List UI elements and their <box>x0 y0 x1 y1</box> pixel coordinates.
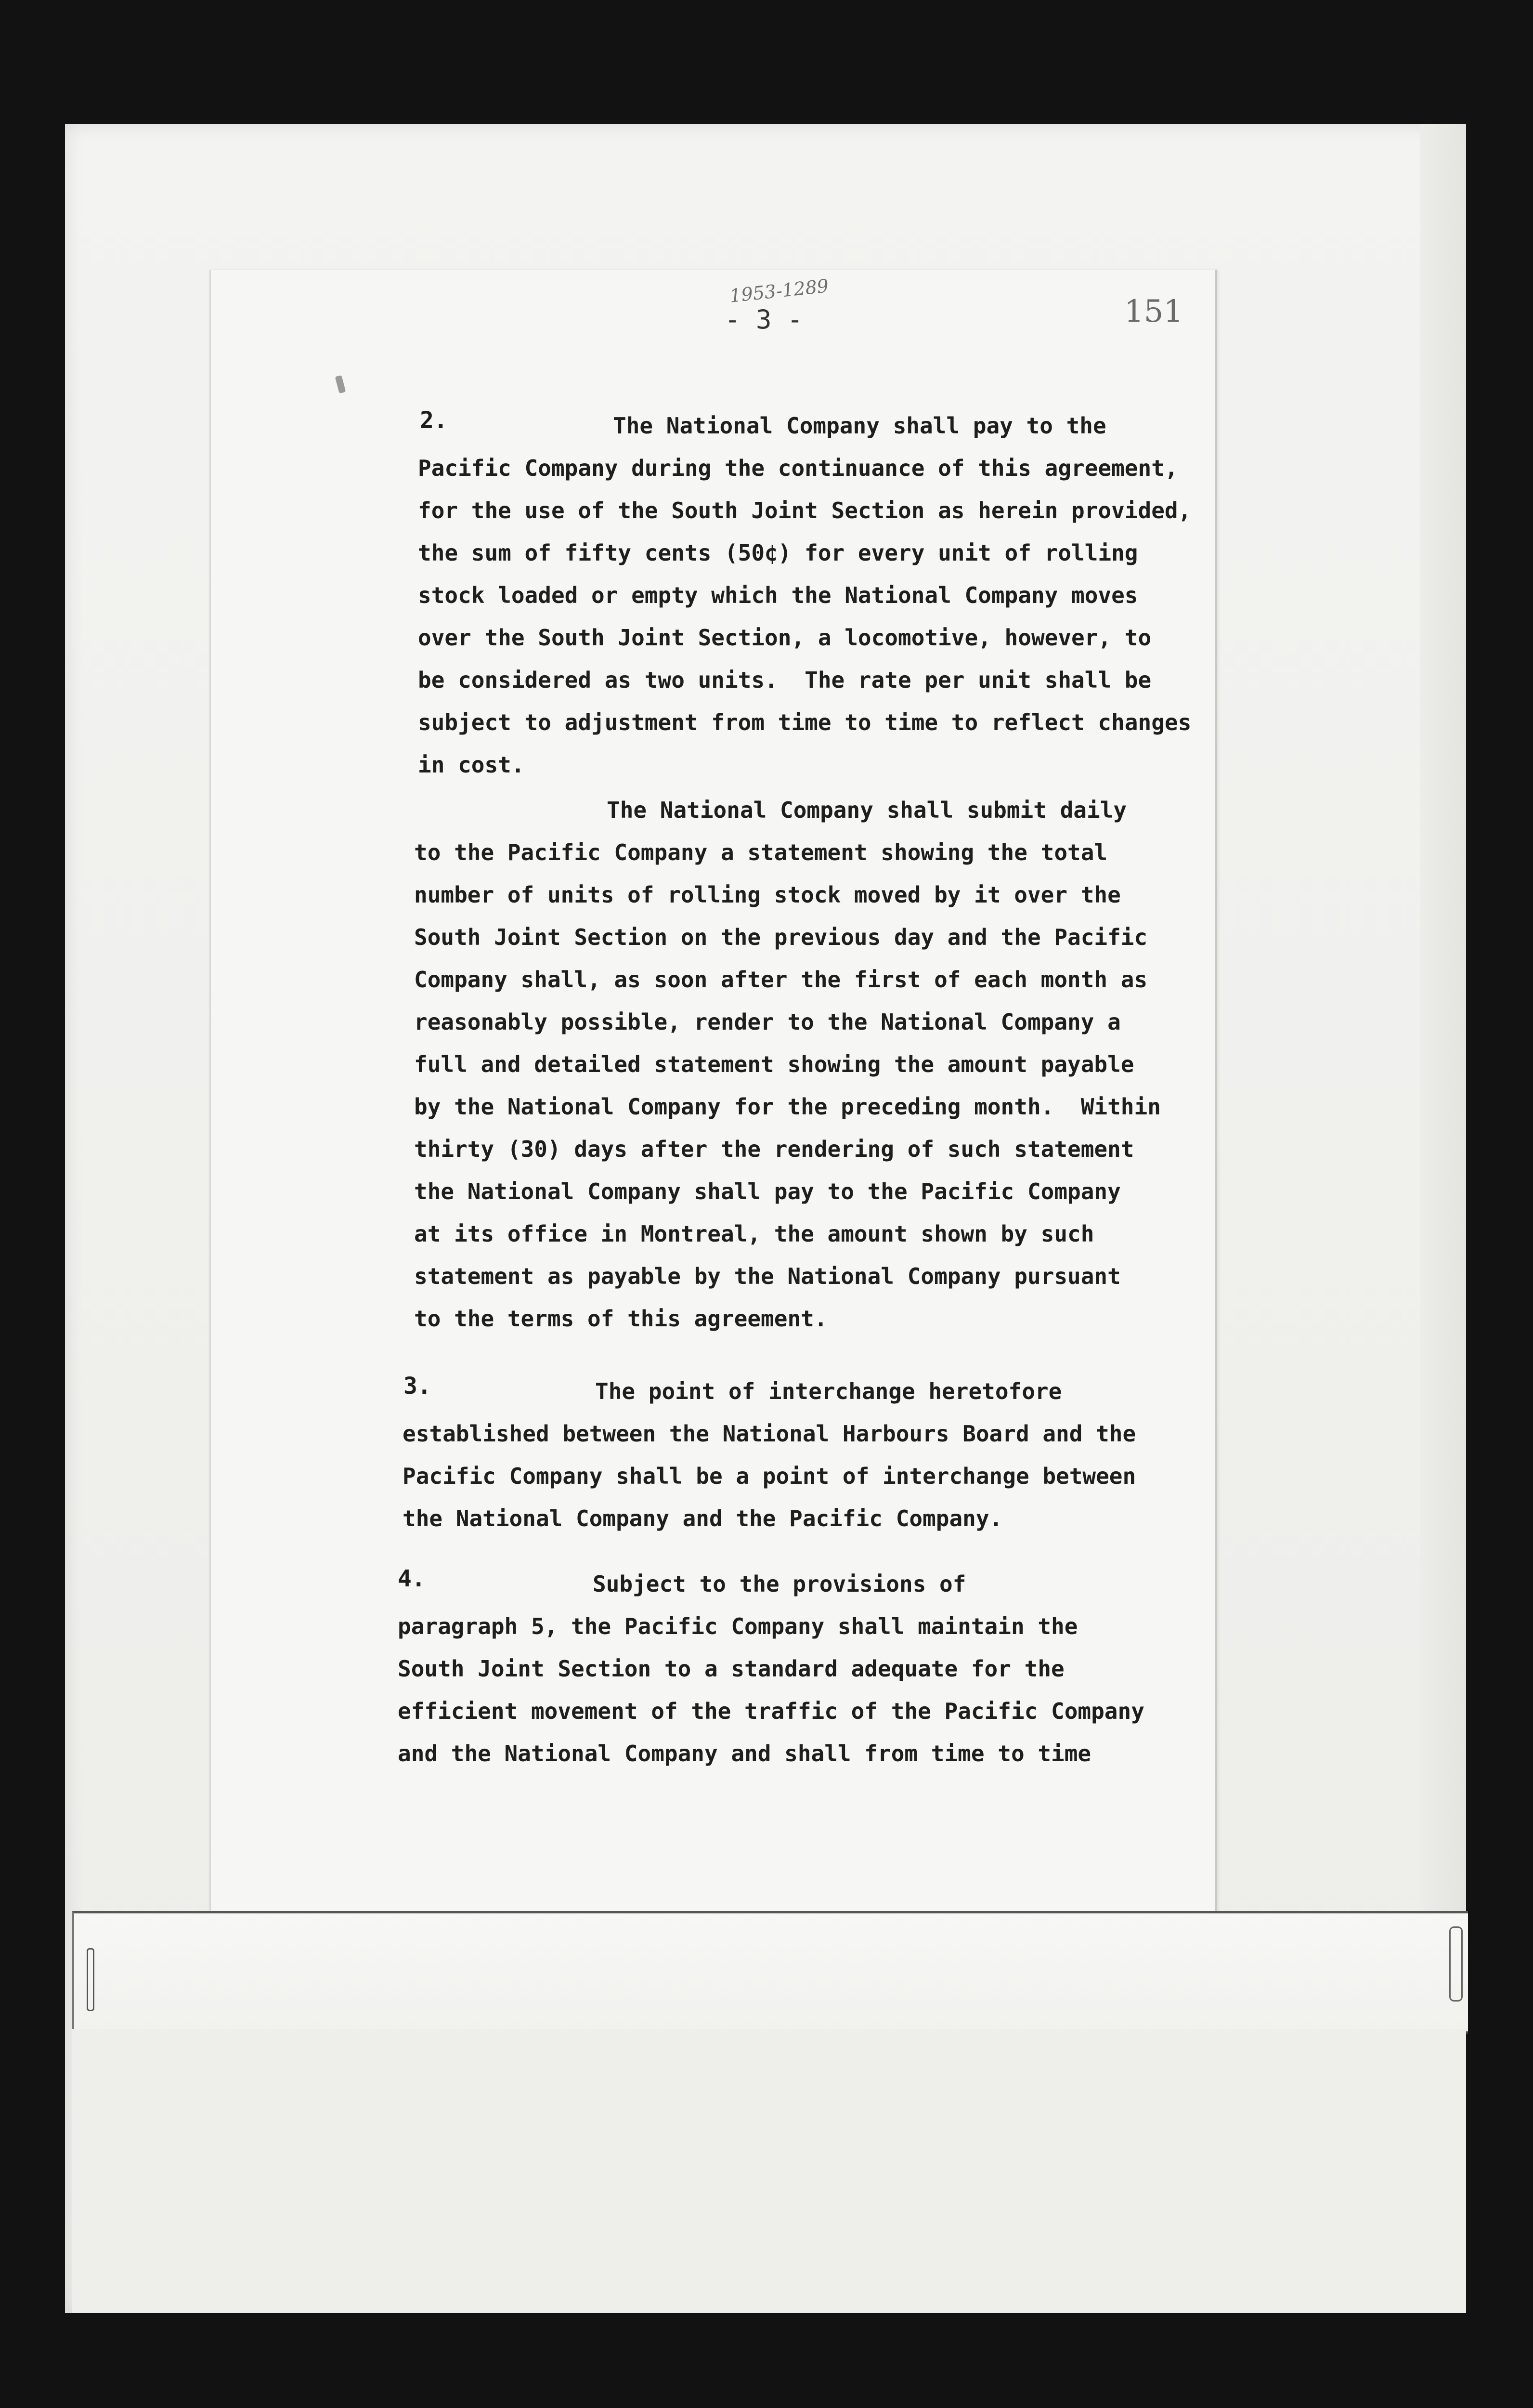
text-line: efficient movement of the traffic of the Pacific Company <box>398 1698 1144 1724</box>
lower-sheet <box>72 2029 1466 2313</box>
text-line: subject to adjustment from time to time to reflect changes <box>418 709 1192 735</box>
text-line: the sum of fifty cents (50¢) for every unit of rolling <box>418 540 1138 566</box>
text-line: for the use of the South Joint Section as herein provided, <box>418 497 1192 523</box>
paragraph-2-continuation <box>414 789 1161 1340</box>
text-line: and the National Company and shall from time to time <box>398 1741 1091 1767</box>
text-line: reasonably possible, render to the National Company a <box>414 1009 1121 1035</box>
left-clip-mark <box>87 1948 94 2011</box>
fold-strip <box>72 1911 1468 2034</box>
text-line: at its office in Montreal, the amount shown by such <box>414 1221 1094 1247</box>
text-line: The National Company shall submit daily <box>607 797 1127 823</box>
paragraph-4 <box>398 1563 1144 1775</box>
text-line: South Joint Section to a standard adequate for the <box>398 1656 1065 1682</box>
folio-number: 151 <box>1124 294 1183 329</box>
text-line: Pacific Company during the continuance of this agreement, <box>418 455 1178 481</box>
text-line: by the National Company for the preceding month. Within <box>414 1094 1161 1120</box>
text-line: Company shall, as soon after the first of each month as <box>414 967 1148 993</box>
text-line: to the terms of this agreement. <box>414 1306 828 1332</box>
text-line: full and detailed statement showing the amount payable <box>414 1051 1134 1077</box>
text-line: be considered as two units. The rate per unit shall be <box>418 667 1152 693</box>
paragraph-number: 3. <box>403 1373 431 1400</box>
text-line: The point of interchange heretofore <box>595 1378 1062 1404</box>
text-line: the National Company and the Pacific Company. <box>403 1505 1003 1531</box>
text-line: paragraph 5, the Pacific Company shall maintain the <box>398 1613 1078 1639</box>
text-line: number of units of rolling stock moved by it over the <box>414 882 1121 908</box>
text-line: The National Company shall pay to the <box>613 413 1106 439</box>
text-line: in cost. <box>418 752 525 778</box>
paragraph-3 <box>403 1370 1136 1540</box>
paragraph-2 <box>418 405 1191 786</box>
text-line: to the Pacific Company a statement showing the total <box>414 839 1108 865</box>
text-line: thirty (30) days after the rendering of such statement <box>414 1136 1134 1162</box>
text-line: South Joint Section on the previous day and the Pacific <box>414 924 1148 950</box>
right-clip-mark <box>1449 1926 1463 2002</box>
text-line: Subject to the provisions of <box>593 1571 966 1597</box>
text-line: established between the National Harbours Board and the <box>403 1421 1136 1447</box>
text-line: the National Company shall pay to the Pacific Company <box>414 1178 1121 1204</box>
page-number: - 3 - <box>725 304 803 335</box>
paragraph-number: 2. <box>420 407 448 434</box>
text-line: statement as payable by the National Company pursuant <box>414 1263 1121 1289</box>
text-line: over the South Joint Section, a locomotive, however, to <box>418 625 1152 651</box>
text-line: stock loaded or empty which the National Company moves <box>418 582 1138 608</box>
handwritten-reference: 1953-1289 <box>728 275 830 307</box>
text-line: Pacific Company shall be a point of interchange between <box>403 1463 1136 1489</box>
paragraph-number: 4. <box>398 1565 426 1592</box>
